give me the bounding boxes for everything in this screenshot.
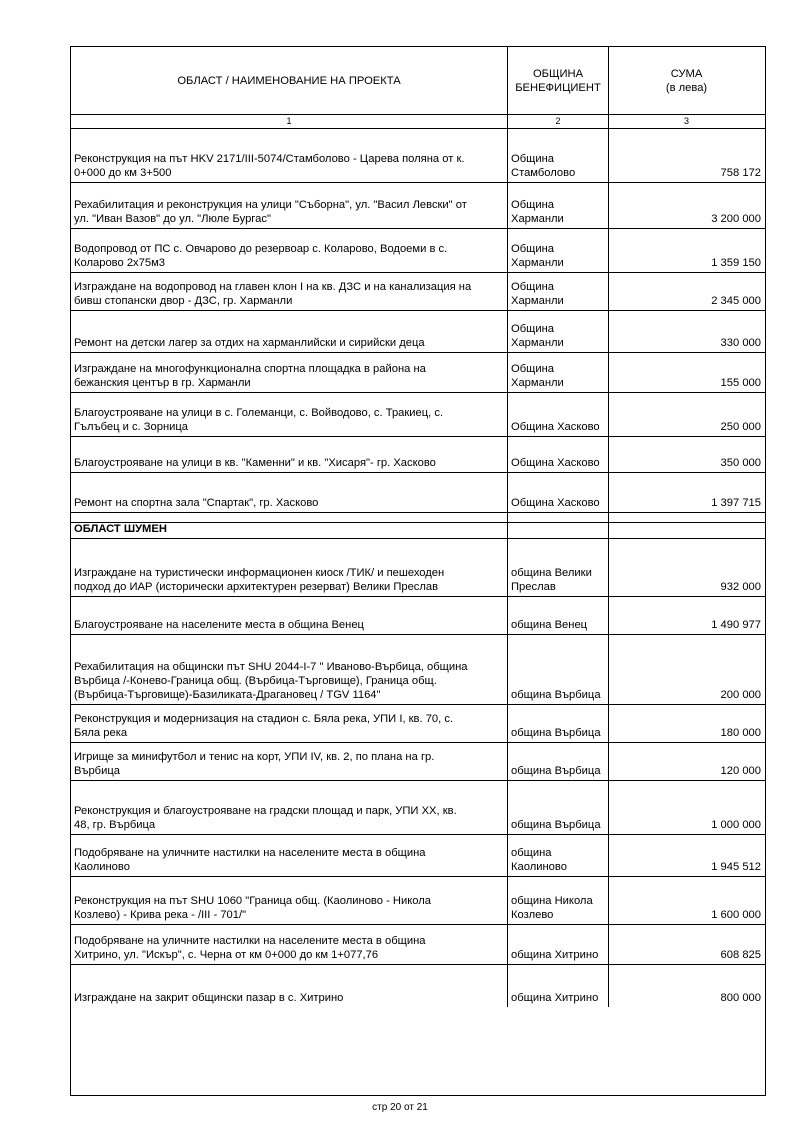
project-name: Изграждане на туристически информационен киоск /ТИК/ и пешеходен подход до ИАР (исторически архитектурен резерват) Велики Преслав <box>74 567 445 593</box>
amount-cell <box>609 597 764 634</box>
table-row <box>71 129 765 183</box>
project-name: Игрище за минифутбол и тенис на корт, УПИ IV, кв. 2, по плана на гр. Върбица <box>74 751 435 777</box>
column-number: 1 <box>286 116 292 126</box>
project-name: Подобряване на уличните настилки на населените места в община Каолиново <box>74 847 426 873</box>
project-name: Рехабилитация и реконструкция на улици "Съборна", ул. "Васил Левски" от ул. "Иван Вазов" до ул. "Люле Бургас" <box>74 199 467 225</box>
table-row <box>71 183 765 229</box>
project-cell <box>71 129 508 182</box>
project-cell <box>71 183 508 228</box>
project-cell <box>71 965 508 1007</box>
table-row <box>71 835 765 877</box>
amount-cell <box>609 523 764 538</box>
amount-cell <box>609 513 764 522</box>
amount-value: 800 000 <box>720 992 761 1004</box>
project-name: Изграждане на многофункционална спортна площадка в района на бежанския център в гр. Харманли <box>74 363 426 389</box>
project-cell <box>71 597 508 634</box>
project-name: Реконструкция на път HKV 2171/III-5074/Стамболово - Царева поляна от к. 0+000 до км 3+500 <box>74 153 465 179</box>
column-numbers-row <box>71 115 765 129</box>
amount-value: 200 000 <box>720 689 761 701</box>
section-title: ОБЛАСТ ШУМЕН <box>74 523 167 535</box>
municipality-name: Община Харманли <box>511 363 564 389</box>
header-cell-project <box>71 47 508 114</box>
municipality-cell <box>508 229 609 272</box>
page-number: стр 20 от 21 <box>372 1102 428 1113</box>
municipality-name: община Върбица <box>511 727 601 739</box>
amount-value: 1 600 000 <box>711 909 761 921</box>
project-name: Благоустрояване на улици в с. Големанци, с. Войводово, с. Тракиец, с. Гълъбец и с. Зорница <box>74 407 444 433</box>
header-cell-municipality <box>508 47 609 114</box>
municipality-name: община Хитрино <box>511 949 599 961</box>
municipality-name: Община Харманли <box>511 323 564 349</box>
municipality-cell <box>508 743 609 780</box>
header-municipality-label: ОБЩИНА БЕНЕФИЦИЕНТ <box>515 67 601 94</box>
project-name: Ремонт на детски лагер за отдих на харманлийски и сирийски деца <box>74 337 425 349</box>
header-amount-label: СУМА (в лева) <box>665 67 708 94</box>
project-cell <box>71 513 508 522</box>
project-name: Ремонт на спортна зала "Спартак", гр. Хасково <box>74 497 319 509</box>
amount-value: 1 359 150 <box>711 257 761 269</box>
table-row <box>71 965 765 1007</box>
project-cell <box>71 743 508 780</box>
municipality-name: Община Хасково <box>511 421 600 433</box>
table-header-row <box>71 47 765 115</box>
amount-cell <box>609 965 764 1007</box>
amount-cell <box>609 393 764 436</box>
municipality-cell <box>508 877 609 924</box>
amount-cell <box>609 705 764 742</box>
amount-cell <box>609 539 764 596</box>
project-cell <box>71 835 508 876</box>
table-row <box>71 925 765 965</box>
municipality-name: община Велики Преслав <box>511 567 592 593</box>
table-row <box>71 539 765 597</box>
project-name: Водопровод от ПС с. Овчарово до резервоар с. Коларово, Водоеми в с. Коларово 2х75м3 <box>74 243 448 269</box>
amount-value: 3 200 000 <box>711 213 761 225</box>
amount-cell <box>609 273 764 310</box>
project-name: Реконструкция и модернизация на стадион с. Бяла река, УПИ I, кв. 70, с. Бяла река <box>74 713 454 739</box>
municipality-name: Община Стамболово <box>511 153 576 179</box>
municipality-cell <box>508 597 609 634</box>
amount-cell <box>609 835 764 876</box>
municipality-name: община Върбица <box>511 819 601 831</box>
project-cell <box>71 781 508 834</box>
project-name: Рехабилитация на общински път SHU 2044-I-7 " Иваново-Върбица, община Върбица /-Конево-Граница общ. (Върбица-Търговище), Граница общ. (Върбица-Търговище)-Базиликата-Драгановец / TGV 1164" <box>74 661 468 701</box>
municipality-cell <box>508 183 609 228</box>
project-cell <box>71 473 508 512</box>
project-cell <box>71 353 508 392</box>
municipality-cell <box>508 311 609 352</box>
municipality-cell <box>508 393 609 436</box>
table-row <box>71 311 765 353</box>
amount-cell <box>609 877 764 924</box>
amount-value: 330 000 <box>720 337 761 349</box>
project-cell <box>71 635 508 704</box>
amount-value: 250 000 <box>720 421 761 433</box>
table-row <box>71 705 765 743</box>
project-name: Подобряване на уличните настилки на населените места в община Хитрино, ул. "Искър", с. Черна от км 0+000 до км 1+077,76 <box>74 935 426 961</box>
project-name: Реконструкция и благоустрояване на градски площад и парк, УПИ XX, кв. 48, гр. Върбица <box>74 805 457 831</box>
table-row <box>71 877 765 925</box>
municipality-cell <box>508 705 609 742</box>
amount-cell <box>609 473 764 512</box>
project-cell <box>71 539 508 596</box>
table-row <box>71 743 765 781</box>
amount-cell <box>609 183 764 228</box>
amount-value: 180 000 <box>720 727 761 739</box>
municipality-name: община Никола Козлево <box>511 895 593 921</box>
municipality-name: Община Харманли <box>511 199 564 225</box>
municipality-name: община Каолиново <box>511 847 567 873</box>
column-number-cell <box>609 115 764 128</box>
header-cell-amount <box>609 47 764 114</box>
project-cell <box>71 273 508 310</box>
project-cell <box>71 925 508 964</box>
project-name: Благоустрояване на населените места в община Венец <box>74 619 364 631</box>
projects-table <box>70 46 766 1096</box>
municipality-name: Община Хасково <box>511 457 600 469</box>
section-header-row <box>71 523 765 539</box>
amount-cell <box>609 925 764 964</box>
project-name: Реконструкция на път SHU 1060 "Граница общ. (Каолиново - Никола Козлево) - Крива река - /III - 701/" <box>74 895 431 921</box>
table-row <box>71 473 765 513</box>
municipality-cell <box>508 925 609 964</box>
amount-cell <box>609 437 764 472</box>
table-row <box>71 781 765 835</box>
municipality-cell <box>508 965 609 1007</box>
table-row <box>71 273 765 311</box>
table-row <box>71 597 765 635</box>
project-cell <box>71 311 508 352</box>
municipality-name: община Хитрино <box>511 992 599 1004</box>
table-row <box>71 229 765 273</box>
project-cell <box>71 437 508 472</box>
project-cell <box>71 229 508 272</box>
amount-cell <box>609 781 764 834</box>
column-number-cell <box>508 115 609 128</box>
amount-cell <box>609 229 764 272</box>
municipality-cell <box>508 129 609 182</box>
amount-cell <box>609 311 764 352</box>
amount-cell <box>609 635 764 704</box>
table-row <box>71 437 765 473</box>
amount-value: 932 000 <box>720 581 761 593</box>
amount-value: 1 397 715 <box>711 497 761 509</box>
municipality-cell <box>508 635 609 704</box>
municipality-name: община Върбица <box>511 689 601 701</box>
municipality-cell <box>508 353 609 392</box>
project-name: Изграждане на водопровод на главен клон I на кв. ДЗС и на канализация на бивш стопански двор - ДЗС, гр. Харманли <box>74 281 472 307</box>
column-number: 3 <box>683 116 689 126</box>
amount-value: 120 000 <box>720 765 761 777</box>
amount-cell <box>609 129 764 182</box>
municipality-name: Община Хасково <box>511 497 600 509</box>
table-row <box>71 635 765 705</box>
municipality-cell <box>508 539 609 596</box>
amount-value: 350 000 <box>720 457 761 469</box>
municipality-cell <box>508 473 609 512</box>
municipality-name: община Върбица <box>511 765 601 777</box>
amount-value: 1 945 512 <box>711 861 761 873</box>
project-name: Изграждане на закрит общински пазар в с. Хитрино <box>74 992 344 1004</box>
project-name: Благоустрояване на улици в кв. "Каменни" и кв. "Хисаря"- гр. Хасково <box>74 457 436 469</box>
municipality-name: Община Харманли <box>511 243 564 269</box>
column-number-cell <box>71 115 508 128</box>
amount-cell <box>609 743 764 780</box>
amount-value: 608 825 <box>720 949 761 961</box>
header-project-label: ОБЛАСТ / НАИМЕНОВАНИЕ НА ПРОЕКТА <box>177 74 401 87</box>
amount-value: 758 172 <box>720 167 761 179</box>
amount-value: 1 490 977 <box>711 619 761 631</box>
amount-value: 2 345 000 <box>711 295 761 307</box>
column-number: 2 <box>555 116 561 126</box>
project-cell <box>71 393 508 436</box>
project-cell <box>71 523 508 538</box>
amount-value: 1 000 000 <box>711 819 761 831</box>
municipality-name: Община Харманли <box>511 281 564 307</box>
municipality-cell <box>508 781 609 834</box>
amount-cell <box>609 353 764 392</box>
project-cell <box>71 705 508 742</box>
municipality-cell <box>508 273 609 310</box>
municipality-name: община Венец <box>511 619 588 631</box>
municipality-cell <box>508 523 609 538</box>
municipality-cell <box>508 437 609 472</box>
municipality-cell <box>508 835 609 876</box>
project-cell <box>71 877 508 924</box>
table-row <box>71 393 765 437</box>
amount-value: 155 000 <box>720 377 761 389</box>
table-row <box>71 353 765 393</box>
municipality-cell <box>508 513 609 522</box>
